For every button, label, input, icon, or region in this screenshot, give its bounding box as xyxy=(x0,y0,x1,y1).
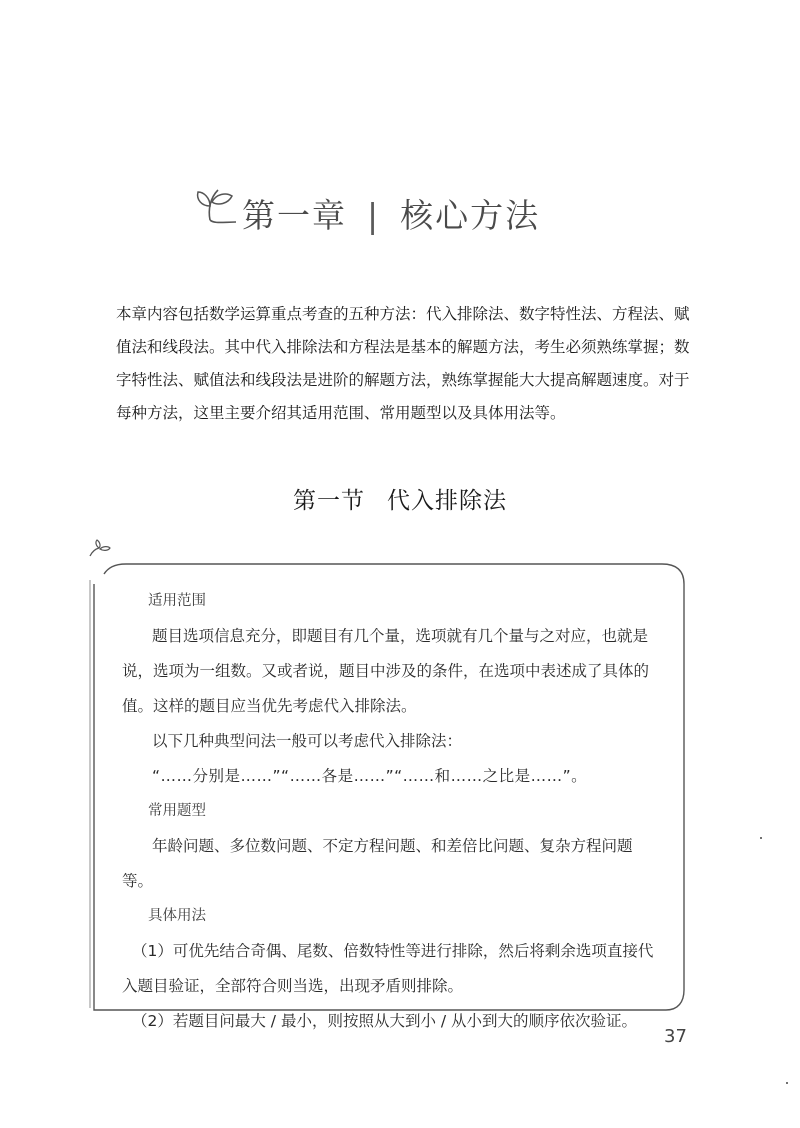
section-number: 第一节 xyxy=(293,488,365,514)
section-name: 代入排除法 xyxy=(387,488,507,514)
typical-questions-quote: “……分别是……”“……各是……”“……和……之比是……”。 xyxy=(152,767,588,785)
chapter-heading xyxy=(192,176,612,256)
chapter-separator: | xyxy=(367,196,381,235)
usage-item-2: （2）若题目问最大 / 最小，则按照从大到小 / 从小到大的顺序依次验证。 xyxy=(132,1012,638,1030)
question-types-text: 年龄问题、多位数问题、不定方程问题、和差倍比问题、复杂方程问题等。 xyxy=(122,837,633,890)
scan-speck xyxy=(786,1082,788,1084)
section-title xyxy=(0,482,800,515)
scan-speck xyxy=(760,837,762,839)
scope-label: 适用范围 xyxy=(148,593,206,609)
chapter-title xyxy=(242,190,540,237)
chapter-number: 第一章 xyxy=(242,196,347,235)
usage-item-1: （1）可优先结合奇偶、尾数、倍数特性等进行排除，然后将剩余选项直接代入题目验证，全部符合则当选，出现矛盾则排除。 xyxy=(122,942,654,995)
intro-paragraph: 本章内容包括数学运算重点考查的五种方法：代入排除法、数字特性法、方程法、赋值法和线段法。其中代入排除法和方程法是基本的解题方法，考生必须熟练掌握；数字特性法、赋值法和线段法是进阶的解题方法，熟练掌握能大大提高解题速度。对于每种方法，这里主要介绍其适用范围、常用题型以及具体用法等。 xyxy=(116,305,690,422)
page-number: 37 xyxy=(664,1026,687,1047)
question-types-label: 常用题型 xyxy=(148,803,206,819)
chapter-subtitle: 核心方法 xyxy=(400,196,541,235)
typical-questions-text: 以下几种典型问法一般可以考虑代入排除法： xyxy=(152,732,463,750)
usage-label: 具体用法 xyxy=(148,908,206,924)
scope-text: 题目选项信息充分，即题目有几个量，选项就有几个量与之对应，也就是说，选项为一组数。又或者说，题目中涉及的条件，在选项中表述成了具体的值。这样的题目应当优先考虑代入排除法。 xyxy=(122,627,650,715)
sprout-icon xyxy=(192,176,240,236)
method-box xyxy=(122,584,662,1039)
small-sprout-icon xyxy=(86,538,116,562)
